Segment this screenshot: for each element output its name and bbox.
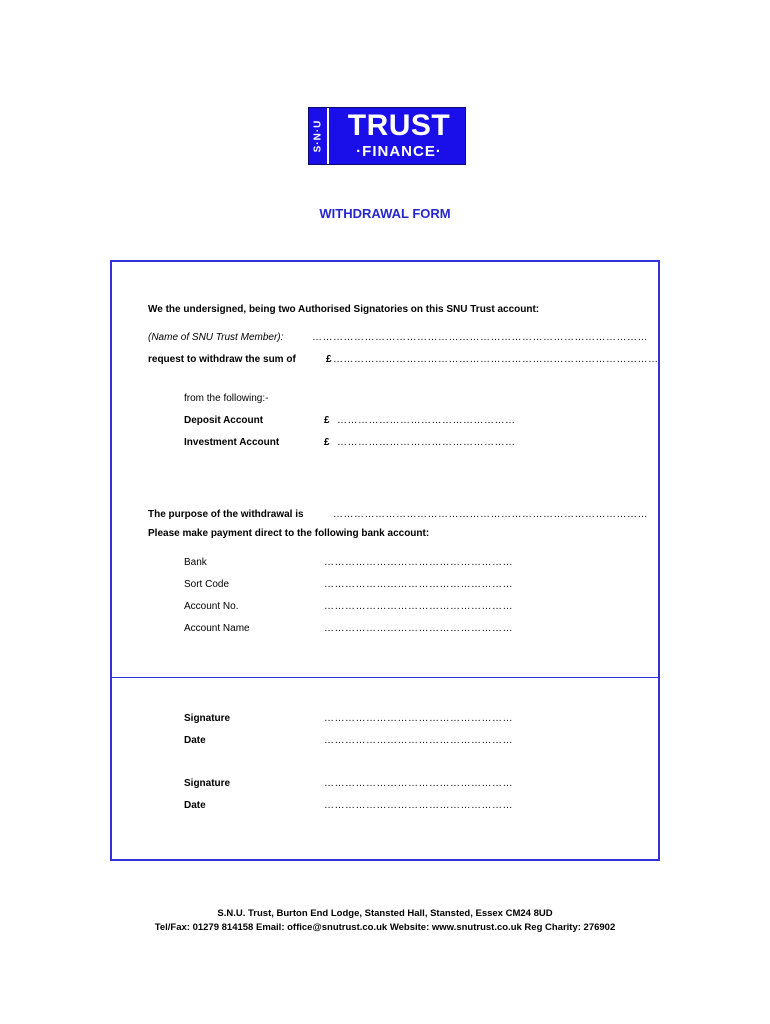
account-number-label: Account No. xyxy=(184,601,239,612)
member-name-field[interactable]: …………………………………………………………………………………… xyxy=(312,332,648,343)
from-label: from the following:- xyxy=(184,393,269,404)
investment-currency: £ xyxy=(324,437,330,448)
signature-1-label: Signature xyxy=(184,713,231,724)
account-name-field[interactable]: ……………………………………………… xyxy=(324,623,513,634)
purpose-label: The purpose of the withdrawal is xyxy=(148,509,304,520)
form-title: WITHDRAWAL FORM xyxy=(319,206,451,221)
intro-text: We the undersigned, being two Authorised Signatories on this SNU Trust account: xyxy=(148,304,540,315)
account-number-field[interactable]: ……………………………………………… xyxy=(324,601,513,612)
payment-instruction: Please make payment direct to the following bank account: xyxy=(148,528,430,539)
signature-1-field[interactable]: ……………………………………………… xyxy=(324,713,513,724)
deposit-currency: £ xyxy=(324,415,330,426)
signature-2-field[interactable]: ……………………………………………… xyxy=(324,778,513,789)
signature-2-label: Signature xyxy=(184,778,231,789)
date-1-label: Date xyxy=(184,735,206,746)
logo-side-text: S·N·U xyxy=(312,119,324,153)
sort-code-label: Sort Code xyxy=(184,579,230,590)
request-label: request to withdraw the sum of xyxy=(148,354,296,365)
footer-contact: Tel/Fax: 01279 814158 Email: office@snutrust.co.uk Website: www.snutrust.co.uk Reg Charity: 276902 xyxy=(154,922,616,933)
request-currency: £ xyxy=(326,354,332,365)
investment-account-label: Investment Account xyxy=(184,437,280,448)
date-2-field[interactable]: ……………………………………………… xyxy=(324,800,513,811)
account-name-label: Account Name xyxy=(184,623,250,634)
investment-amount-field[interactable]: …………………………………………… xyxy=(337,437,516,448)
bank-label: Bank xyxy=(184,557,207,568)
logo-side-band xyxy=(309,108,329,164)
sort-code-field[interactable]: ……………………………………………… xyxy=(324,579,513,590)
logo-finance-text: ·FINANCE· xyxy=(356,143,442,160)
date-1-field[interactable]: ……………………………………………… xyxy=(324,735,513,746)
footer-address: S.N.U. Trust, Burton End Lodge, Stansted Hall, Stansted, Essex CM24 8UD xyxy=(217,908,553,919)
date-2-label: Date xyxy=(184,800,206,811)
bank-field[interactable]: ……………………………………………… xyxy=(324,557,513,568)
purpose-field[interactable]: ……………………………………………………………………………… xyxy=(333,509,648,520)
logo-trust-text: TRUST xyxy=(347,109,451,142)
member-name-label: (Name of SNU Trust Member): xyxy=(148,332,284,343)
request-amount-field[interactable]: ………………………………………………………………………………… xyxy=(333,354,659,365)
snu-trust-finance-logo xyxy=(308,107,466,165)
signature-section-divider xyxy=(110,677,660,678)
deposit-amount-field[interactable]: …………………………………………… xyxy=(337,415,516,426)
deposit-account-label: Deposit Account xyxy=(184,415,264,426)
